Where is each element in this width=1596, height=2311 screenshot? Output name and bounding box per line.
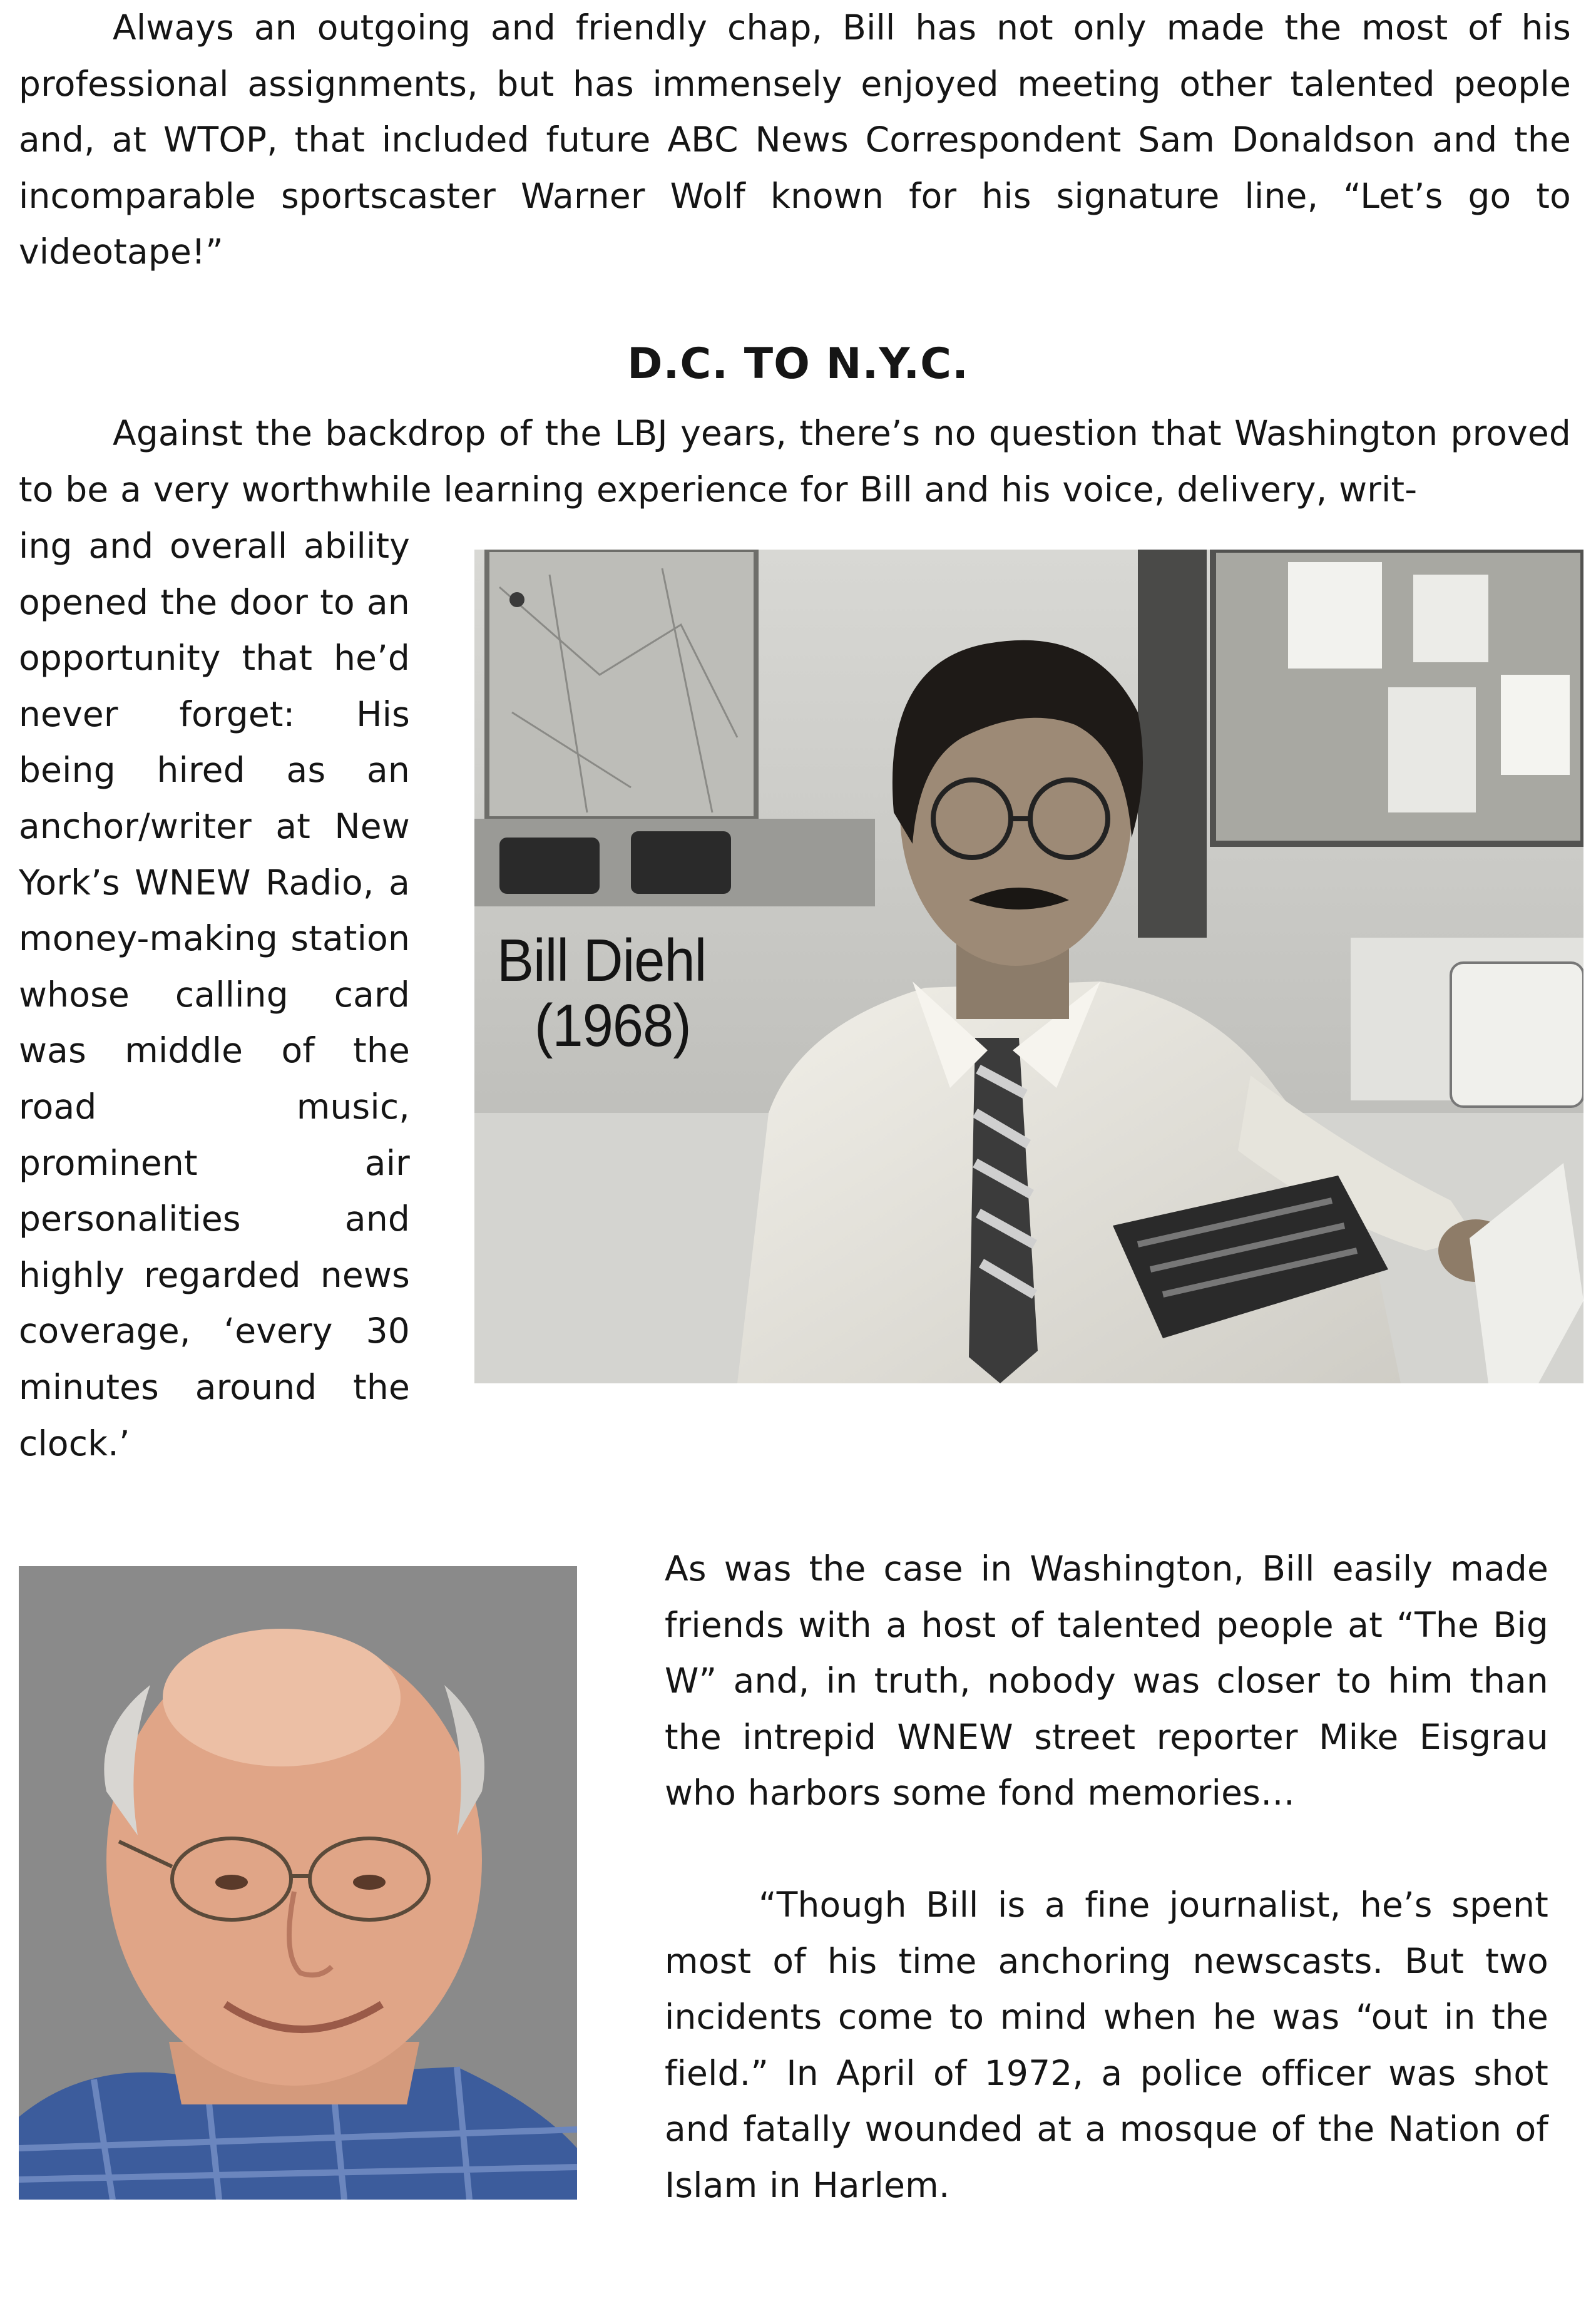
paragraph-intro: Always an outgoing and friendly chap, Bill has not only made the most of his professional assignments, but has immensely enjoyed meeting other talented people and, at WTOP, that included future ABC News Correspondent Sam Donaldson and the incomparable sportscaster Warner Wolf known for his signature line, “Let’s go to videotape!” (19, 8, 1571, 272)
photo-caption-year: (1968) (535, 992, 691, 1059)
photo-caption-name: Bill Diehl (497, 927, 707, 994)
photo-bill-diehl-1968 (474, 550, 1583, 1383)
section-heading: D.C. TO N.Y.C. (627, 339, 969, 389)
photo-bill-diehl-portrait (19, 1566, 577, 2200)
paragraph-quote-eisgrau: “Though Bill is a fine journalist, he’s spent most of his time anchoring newscasts. But two incidents come to mind when he was “out in the field.” In April of 1972, a police officer was shot and fatally wounded at a mosque of the Nation of Islam in Harlem. (665, 1885, 1548, 2205)
portrait-photo (19, 1566, 577, 2200)
paragraph-dc-top: Against the backdrop of the LBJ years, there’s no question that Washington proved to be a very worthwhile learning experience for Bill and his voice, delivery, writ- (19, 413, 1571, 510)
paragraph-big-w: As was the case in Washington, Bill easily made friends with a host of talented people at “The Big W” and, in truth, nobody was closer to him than the intrepid WNEW street reporter Mike Eisgrau who harbors some fond memories… (665, 1549, 1548, 1813)
paragraph-dc-left-column: ing and overall ability opened the door to an opportunity that he’d never forget: His being hired as an anchor/writer at New York’s WNEW Radio, a money-making station whose calling card was middle of the road music, prominent air personalities and highly regarded news coverage, ‘every 30 minutes around the clock.’ (19, 526, 410, 1463)
